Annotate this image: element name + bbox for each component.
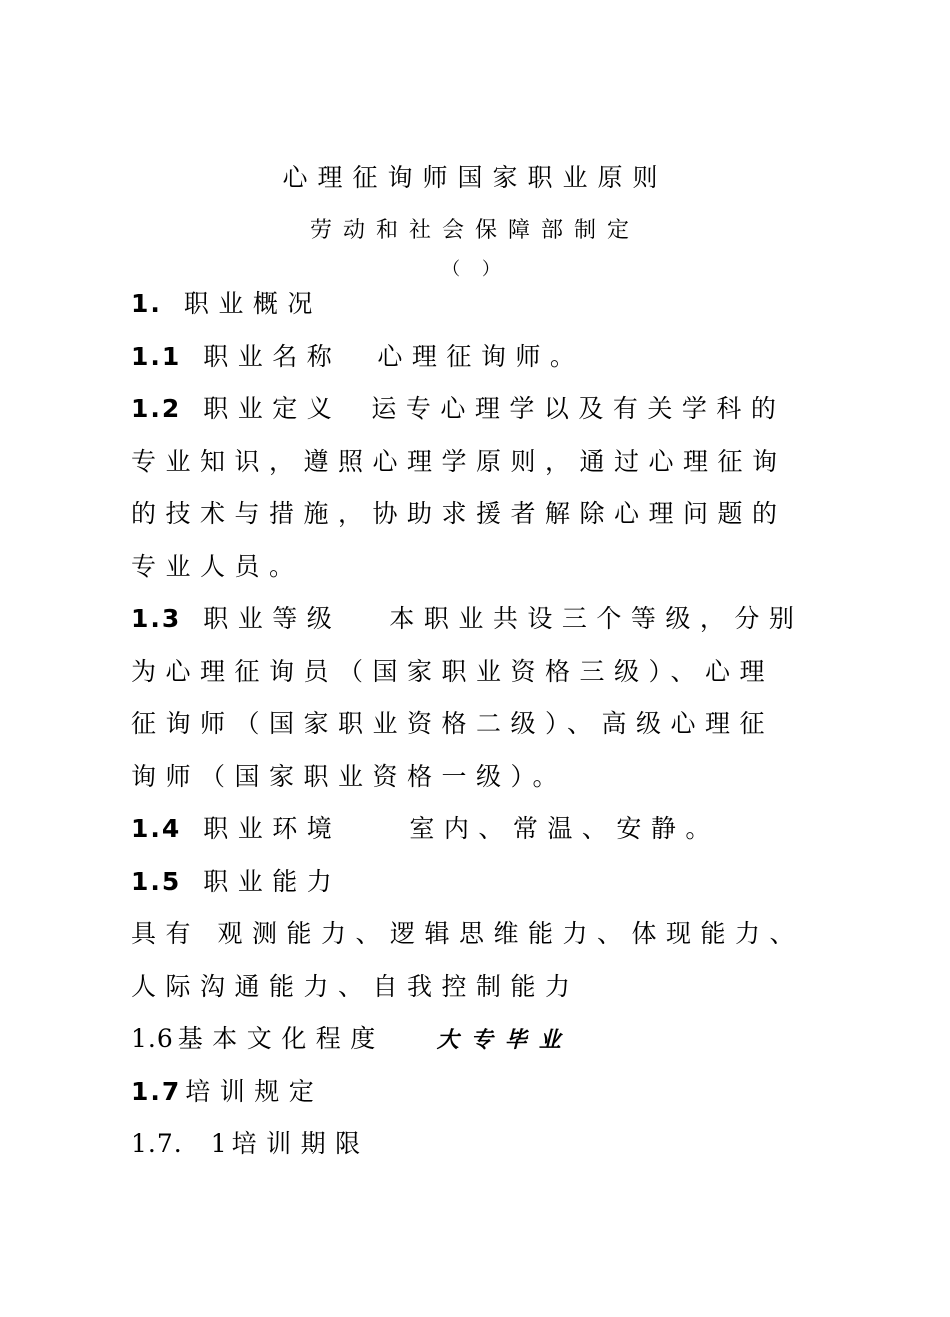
paragraph-line: 具有 观测能力、逻辑思维能力、体现能力、 bbox=[131, 919, 804, 948]
section-number: 1.5 bbox=[131, 866, 182, 896]
section-label: 职业能力 bbox=[203, 866, 342, 896]
section-text-line: 运专心理学以及有关学科的 bbox=[371, 394, 786, 423]
section-value: 大专毕业 bbox=[436, 1028, 573, 1053]
paragraph-line: 征询师（国家职业资格二级）、高级心理征 bbox=[131, 709, 775, 738]
paragraph-line: 询师（国家职业资格一级）。 bbox=[131, 761, 568, 791]
section-label: 职业等级 bbox=[203, 604, 342, 633]
section-number: 1.6 bbox=[131, 1024, 174, 1053]
section-number: 1.2 bbox=[131, 394, 182, 423]
section-value: 心理征询师。 bbox=[377, 341, 585, 371]
section-1-3 bbox=[131, 593, 821, 646]
section-heading-text: 职业概况 bbox=[183, 289, 322, 318]
section-label: 职业环境 bbox=[203, 814, 342, 843]
section-text-line: 本职业共设三个等级，分别 bbox=[389, 604, 804, 633]
document-parenthesis: （ ） bbox=[442, 259, 508, 280]
paragraph-line: 人际沟通能力、自我控制能力 bbox=[131, 971, 580, 1001]
section-number: 1. bbox=[131, 289, 162, 318]
section-1-7-1 bbox=[131, 1118, 821, 1171]
section-1-heading bbox=[131, 278, 821, 331]
section-number: 1.7. bbox=[131, 1129, 183, 1158]
section-1-2 bbox=[131, 383, 821, 436]
section-label: 职业定义 bbox=[203, 394, 342, 423]
paragraph-line: 的技术与措施，协助求援者解除心理问题的 bbox=[131, 499, 787, 528]
section-number: 1.1 bbox=[131, 341, 182, 371]
section-number: 1.3 bbox=[131, 604, 182, 633]
section-1-1 bbox=[131, 331, 821, 384]
section-subnumber: 1 bbox=[210, 1129, 228, 1158]
section-1-7 bbox=[131, 1066, 821, 1119]
section-value: 室内、常温、安静。 bbox=[409, 814, 720, 843]
section-number: 1.7 bbox=[131, 1076, 182, 1106]
section-1-4 bbox=[131, 803, 821, 856]
section-label: 培训规定 bbox=[185, 1076, 324, 1106]
document-body bbox=[131, 278, 821, 1171]
paragraph-line: 专业人员。 bbox=[131, 551, 304, 581]
section-number: 1.4 bbox=[131, 814, 182, 843]
paragraph-line: 专业知识，遵照心理学原则，通过心理征询 bbox=[131, 446, 787, 476]
section-label: 基本文化程度 bbox=[177, 1024, 385, 1053]
section-1-5 bbox=[131, 856, 821, 909]
document-title: 心理征询师国家职业原则 bbox=[282, 163, 668, 192]
section-label: 培训期限 bbox=[231, 1129, 370, 1158]
paragraph-line: 为心理征询员（国家职业资格三级）、心理 bbox=[131, 656, 775, 686]
section-1-6 bbox=[131, 1013, 821, 1066]
document-issuer: 劳动和社会保障部制定 bbox=[309, 218, 640, 243]
section-label: 职业名称 bbox=[203, 341, 342, 371]
